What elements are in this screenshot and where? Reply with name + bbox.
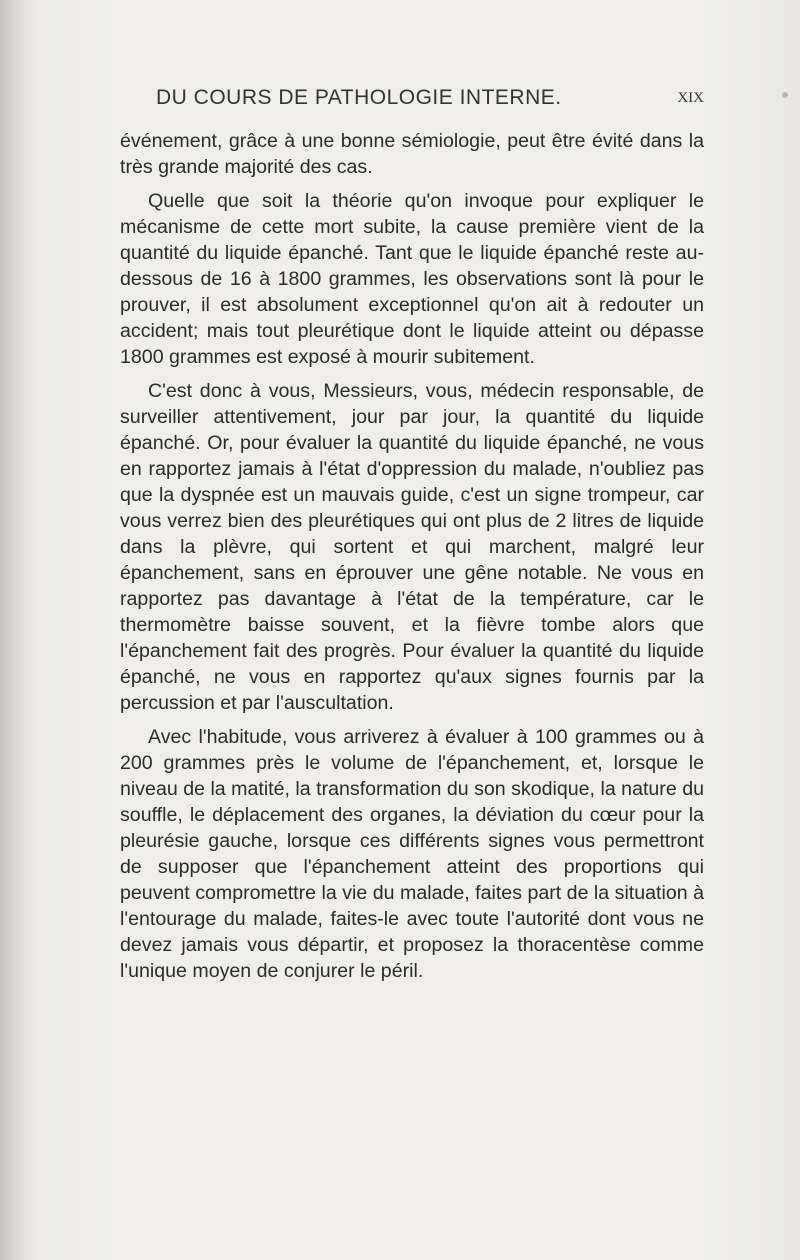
paragraph-2: Quelle que soit la théorie qu'on invoque pour expliquer le mécanisme de cette mort subite, la cause première vient de la quantité du liquide épanché. Tant que le liquide épanché reste au-dessous de 16 à 1800 grammes, les observations sont là pour le prouver, il est absolument exceptionnel qu'on ait à redouter un accident; mais tout pleurétique dont le liquide atteint ou dépasse 1800 grammes est exposé à mourir subitement.	[120, 190, 704, 368]
paragraph-1: événement, grâce à une bonne sémiologie, peut être évité dans la très grande majorité des cas.	[120, 130, 704, 178]
paragraph-4: Avec l'habitude, vous arriverez à évaluer à 100 grammes ou à 200 grammes près le volume de l'épanchement, et, lorsque le niveau de la matité, la transformation du son skodique, la nature du souffle, le déplacement des organes, la déviation du cœur pour la pleurésie gauche, lorsque ces différents signes vous permettront de supposer que l'épanchement atteint des proportions qui peuvent compromettre la vie du malade, faites part de la situation à l'entourage du malade, faites-le avec toute l'autorité dont vous ne devez jamais vous départir, et proposez la thoracentèse comme l'unique moyen de conjurer le péril.	[120, 726, 704, 982]
page-header	[120, 86, 704, 116]
body-text	[120, 128, 704, 992]
binding-shadow	[0, 0, 26, 1260]
page-number: XIX	[677, 90, 704, 106]
edge-mark	[782, 92, 788, 98]
running-title: DU COURS DE PATHOLOGIE INTERNE.	[156, 86, 562, 109]
paragraph-3: C'est donc à vous, Messieurs, vous, médecin responsable, de surveiller attentivement, jour par jour, la quantité du liquide épanché. Or, pour évaluer la quantité du liquide épanché, ne vous en rapportez jamais à l'état d'oppression du malade, n'oubliez pas que la dyspnée est un mauvais guide, c'est un signe trompeur, car vous verrez bien des pleurétiques qui ont plus de 2 litres de liquide dans la plèvre, qui sortent et qui marchent, malgré leur épanchement, sans en éprouver une gêne notable. Ne vous en rapportez pas davantage à l'état de la température, car le thermomètre baisse souvent, et la fièvre tombe alors que l'épanchement fait des progrès. Pour évaluer la quantité du liquide épanché, ne vous en rapportez qu'aux signes fournis par la percussion et par l'auscultation.	[120, 380, 704, 714]
